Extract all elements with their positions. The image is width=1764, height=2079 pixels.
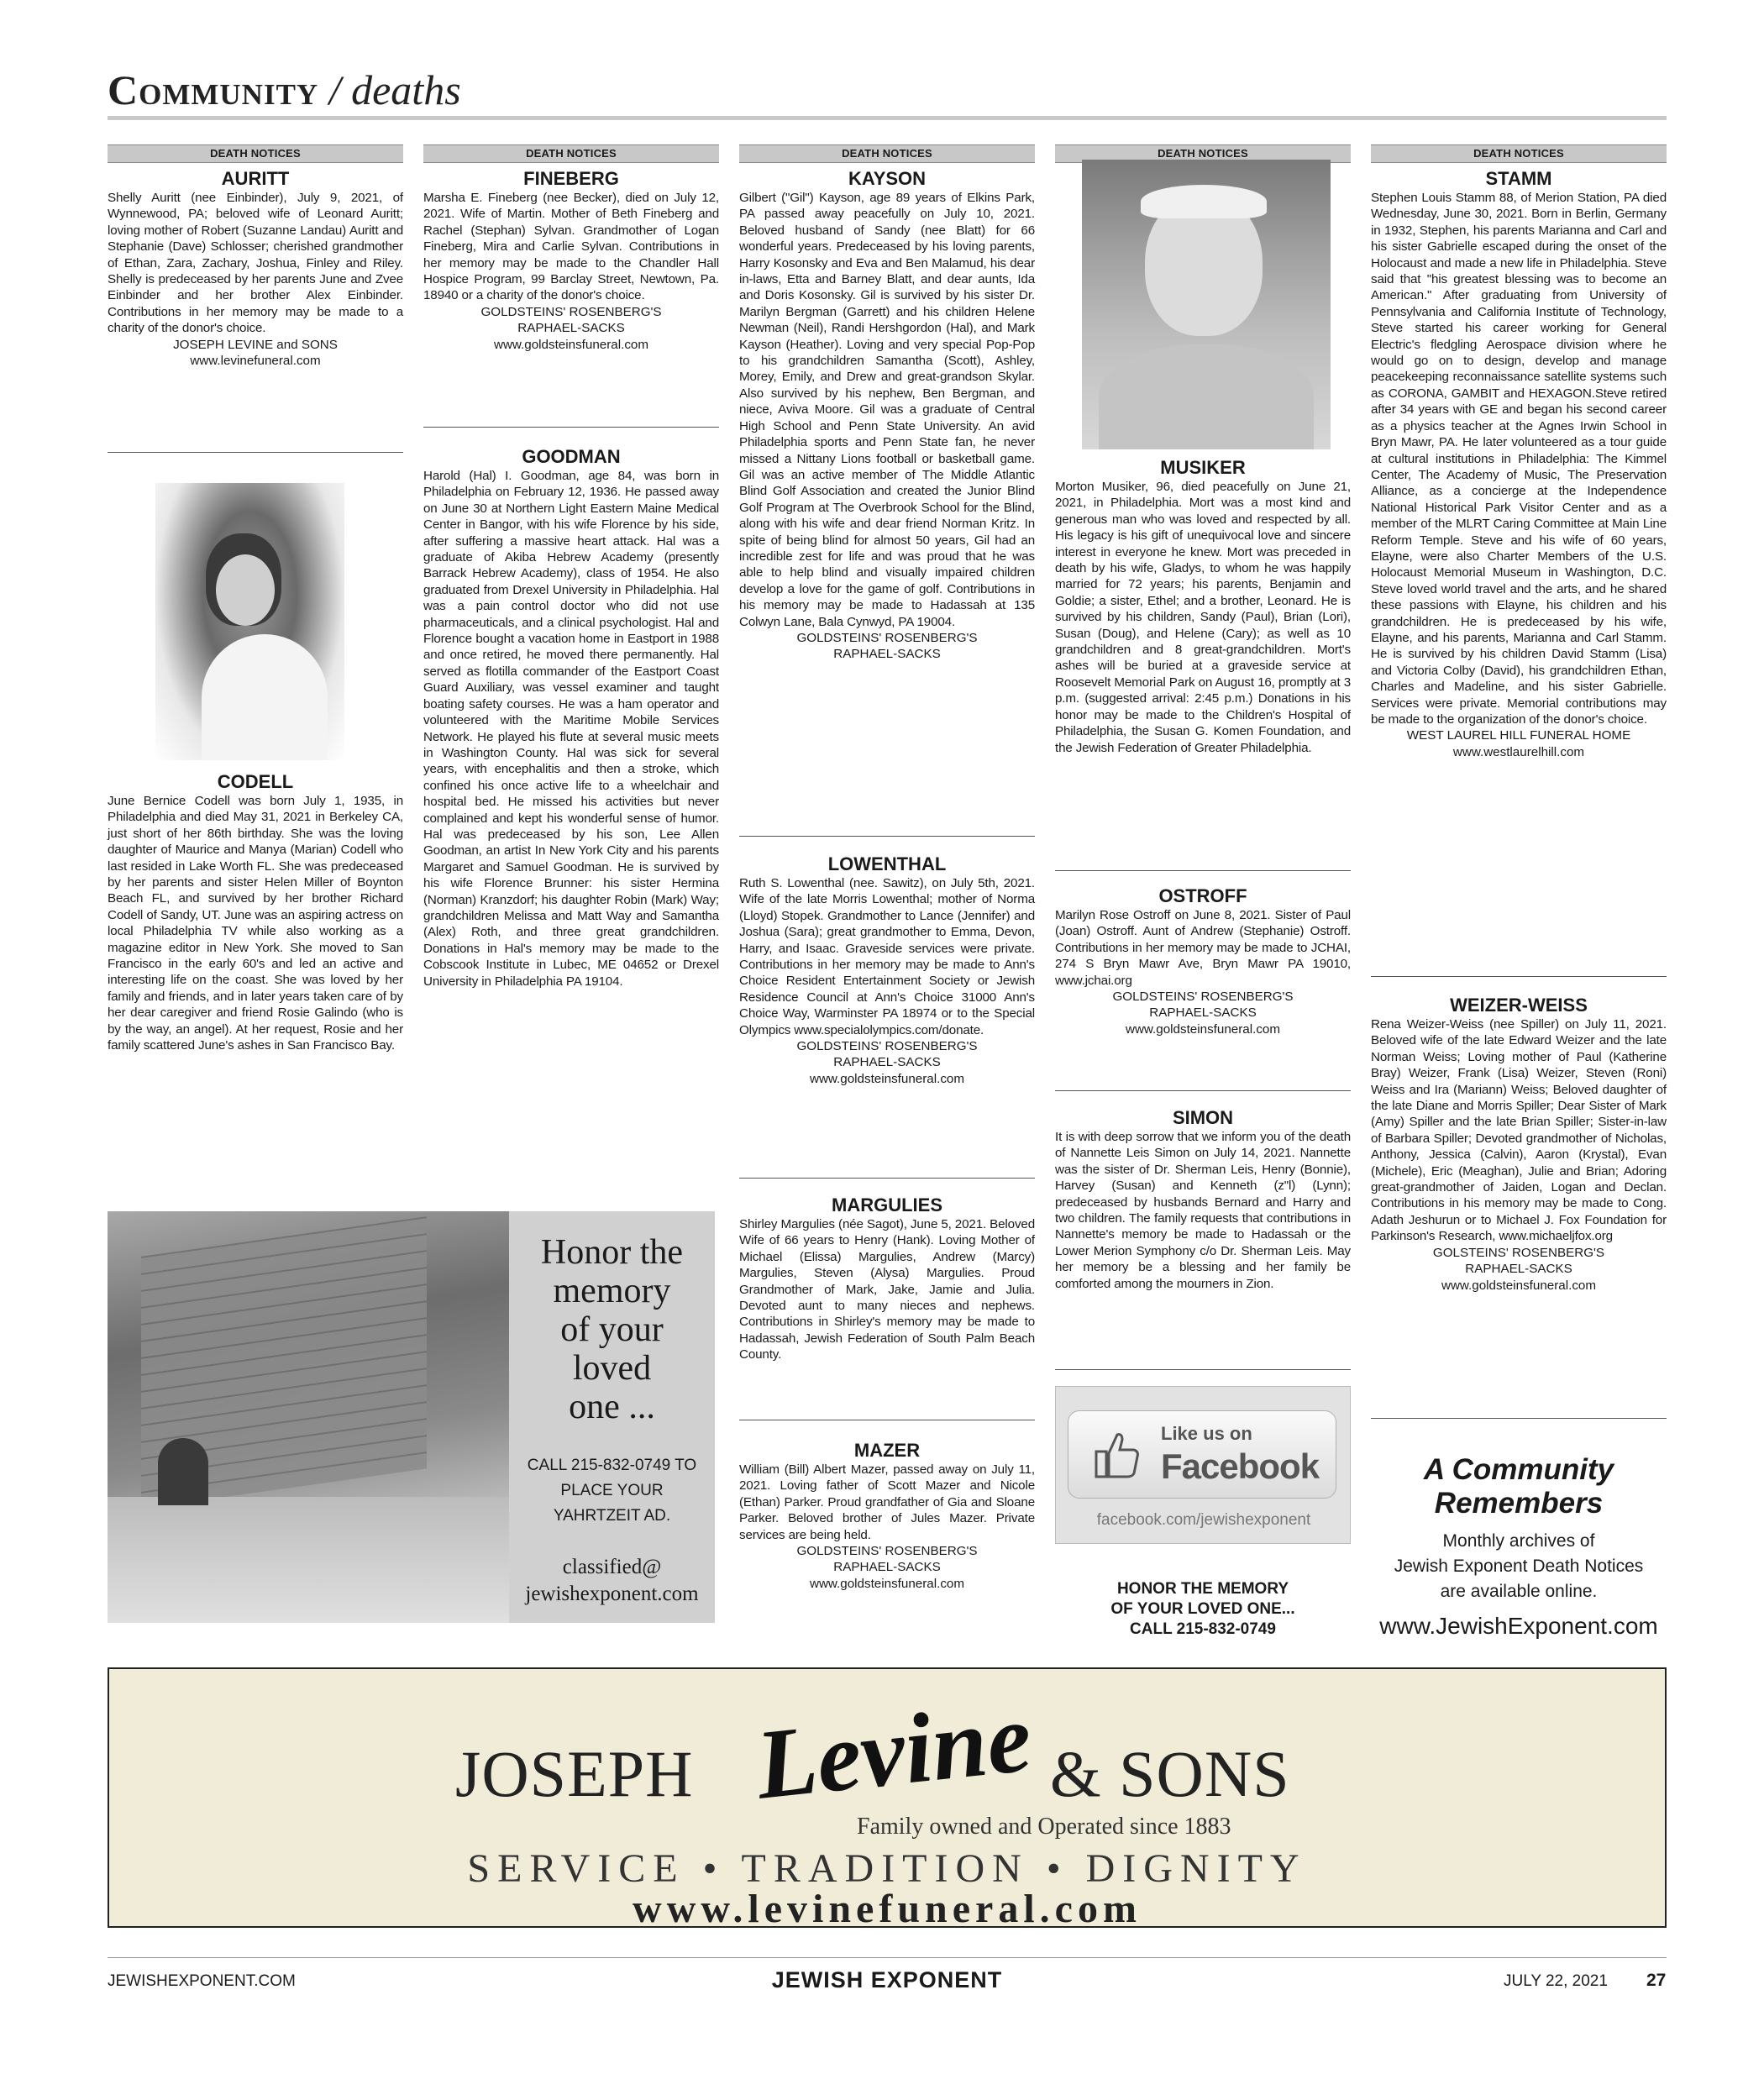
funeral-home-url[interactable]: www.westlaurelhill.com (1452, 744, 1585, 759)
funeral-home-url[interactable]: www.goldsteinsfuneral.com (1125, 1021, 1281, 1037)
hair-shape (1141, 185, 1267, 218)
column-header: DEATH NOTICES (1371, 144, 1667, 163)
column-header: DEATH NOTICES (1055, 144, 1351, 163)
promo-url[interactable]: www.JewishExponent.com (1379, 1613, 1658, 1639)
notice-title-margulies: MARGULIES (832, 1194, 942, 1215)
funeral-home-url[interactable]: www.goldsteinsfuneral.com (493, 337, 649, 352)
notice-title-simon: SIMON (1172, 1107, 1234, 1128)
facebook-ad[interactable] (1055, 1386, 1351, 1544)
top-rule (108, 116, 1667, 120)
column-header: DEATH NOTICES (423, 144, 719, 163)
footer-rule (108, 1957, 1667, 1958)
notice-body-kayson: Gilbert ("Gil") Kayson, age 89 years of Elkins Park, PA passed away peacefully on July 10, 2021. Beloved husband of Sandy (nee Blatt) for 66 wonderful years. Predeceased by his loving parents, Harry Kosonsky and Eva and Ben Malamud, his dear in-laws, Etta and Barney Blatt, and dear aunts, Ida and Doris Kosonsky. Gil is survived by his sister Dr. Marilyn Bergman (Garrett) and his children Helene Newman (Neil), Randi Hershgordon (Hal), and Mark Kayson (Heather). Loving and very special Pop-Pop to his grandchildren Samantha (Scott), Ashley, Morey, Emily, and Drew and great-grandson Skylar. Also survived by his nephew, Ben Bergman, and niece, Aviva Moore. Gil was a graduate of Central High School and Penn State University. An avid Philadelphia sports and Penn State fan, he never missed a Nittany Lions football or basketball game. Gil was an active member of The Middle Atlantic Blind Golf Association and created the Junior Blind Golf Program at The Overbrook School for the Blind, along with his wife and dear friend Norman Kritz. In spite of being blind for almost 50 years, Gil had an incredible zest for life and was proud that he was able to help blind and visually impaired children develop a love for the game of golf. Contributions in his memory may be made to Hadassah at 135 Colwyn Lane, Bala Cynwyd, PA 19004. (739, 191, 1035, 629)
honor-headline: of your (560, 1310, 664, 1349)
honor-call-text: CALL 215-832-0749 TO PLACE YOUR YAHRTZEIT AD. (527, 1457, 697, 1525)
promo-text: Monthly archives of (1442, 1531, 1595, 1551)
notice-body-weizer-weiss: Rena Weizer-Weiss (nee Spiller) on July 11, 2021. Beloved wife of the late Edward Weizer and the late Norman Weiss; Loving mother of Paul (Katherine Bray) Weizer, Frank (Lisa) Weizer, Steven (Roni) Weiss and Ira (Mariann) Weiss; Beloved daughter of the late Diane and Morris Spiller; Dear Sister of Mark (Amy) Spiller and the late Brian Spiller; Sister-in-law of Barbara Spiller; Devoted grandmother of Nicholas, Anthony, Jessica (Calvin), Aaron (Krystal), Evan (Michele), Eric (Meaghan), Julie and Brian; Adoring great-grandmother of Jaiden, Logan and Declan. Contributions in his memory may be made to Cong. Adath Jeshurun or to Michael J. Fox Foundation for Parkinson's Research, www.michaeljfox.org (1371, 1017, 1667, 1244)
ostroff-notice (1055, 880, 1351, 1037)
sweater-shape (202, 634, 328, 760)
ad-tagline: Family owned and Operated since 1883 (857, 1814, 1231, 1840)
column-5 (1371, 144, 1667, 760)
column-3 (739, 144, 1035, 663)
notice-body-mazer: William (Bill) Albert Mazer, passed away on July 11, 2021. Loving father of Scott Mazer and Nicole (Ethan) Parker. Proud grandfather of Gia and Sloane Parker. Beloved brother of Jules Mazer. Private services are being held. (739, 1462, 1035, 1542)
section-name: Community (108, 66, 319, 113)
funeral-home: RAPHAEL-SACKS (1149, 1005, 1257, 1021)
community-remembers-promo (1371, 1453, 1667, 1643)
subsection-name: deaths (351, 66, 461, 113)
notice-body-codell: June Bernice Codell was born July 1, 1935, in Philadelphia and died May 31, 2021 in Berkeley CA, just short of her 86th birthday. She was the loving daughter of Maurice and Manya (Marian) Codell who last resided in Lake Worth FL. She was predeceased by her parents and sister Helen Miller of Boynton Beach FL, and survived by her brother Richard Codell of Sandy, UT. June was an aspiring actress on local Philadelphia TV while also working as a magazine editor in New York. She moved to San Francisco in the early 60's and led an active and interesting life on the coast. She was loved by her family and friends, and in later years taken care of by her dear caregiver and friend Rosie Galindo (who is by the way, an angel). At her request, Rosie and her family scattered June's ashes in San Francisco Bay. (108, 794, 403, 1053)
funeral-home: RAPHAEL-SACKS (833, 1055, 941, 1070)
funeral-home: RAPHAEL-SACKS (1465, 1262, 1572, 1277)
notice-title-mazer: MAZER (853, 1440, 921, 1461)
funeral-home: GOLDSTEINS' ROSENBERG'S (796, 630, 978, 645)
ad-url[interactable]: www.levinefuneral.com (633, 1887, 1142, 1931)
separator (739, 836, 1035, 837)
separator (1055, 870, 1351, 871)
notice-body-stamm: Stephen Louis Stamm 88, of Merion Station, PA died Wednesday, June 30, 2021. Born in Berlin, Germany in 1932, Stephen, his parents Marianna and Carl and his sister Gabrielle escaped during the onset of the Holocaust and made a new life in Philadelphia. Steve said that "his greatest blessing was to become an American." After graduating from University of Pennsylvania and California Institute of Technology, Steve started his career working for General Electric's fledgling Aerospace division where he would go on to design, develop and manage peacekeeping reconnaissance satellite systems such as CORONA, GAMBIT and HEXAGON.Steve retired after 34 years with GE and began his second career as a physics teacher at the Agnes Irwin School in Bryn Mawr, PA. He later volunteered as a tour guide at cultural institutions in Philadelphia: The Kimmel Center, The Academy of Music, The Preservation Alliance, as a concierge at the Independence National Historical Park Visitor Center and as a member of the MLRT Caring Committee at Main Line Reform Temple. Steve and his wife of 60 years, Elayne, were also Charter Members of the U.S. Holocaust Memorial Museum in Washington, D.C. Steve loved world travel and the arts, and he shared these passions with Elayne, his children and his grandchildren. He is predeceased by his wife, Elayne, and his parents, Marianna and Carl Stamm. He is survived by his children David Stamm (Lisa) and Victoria Colby (David), his grandchildren Ethan, Charles and Madeline, and his sister Gabrielle. Services were private. Memorial contributions may be made to the organization of the donor's choice. (1371, 191, 1667, 727)
honor-line: HONOR THE MEMORY (1116, 1580, 1289, 1598)
lowenthal-notice (739, 848, 1035, 1087)
honor-headline: memory (553, 1272, 671, 1310)
notice-body-simon: It is with deep sorrow that we inform you of the death of Nannette Leis Simon on July 14, 2021. Nannette was the sister of Dr. Sherman Leis, Henry (Bonnie), Harvey (Susan) and Kenneth (z"l) (Lynn); predeceased by husbands Bernard and Harry and two children. The family requests that contributions in Nannette's memory be made to Hadassah or the Lower Merion Symphony c/o Dr. Sherman Leis. May her memory be a blessing and her family be comforted among the mourners in Zion. (1055, 1130, 1351, 1291)
honor-email[interactable]: classified@ (562, 1556, 662, 1578)
musiker-notice (1055, 452, 1351, 756)
notice-title-weizer-weiss: WEIZER-WEISS (1450, 995, 1588, 1016)
margulies-notice (739, 1189, 1035, 1363)
notice-title-stamm: STAMM (1485, 168, 1552, 189)
notice-title-auritt: AURITT (221, 168, 290, 189)
funeral-home: WEST LAUREL HILL FUNERAL HOME (1406, 728, 1631, 743)
column-2 (423, 144, 719, 353)
yahrtzeit-ad (509, 1211, 715, 1623)
facebook-like-button[interactable] (1068, 1410, 1336, 1499)
western-wall-photo (108, 1211, 509, 1623)
notice-body-auritt: Shelly Auritt (nee Einbinder), July 9, 2021, of Wynnewood, PA; beloved wife of Leonard Auritt; loving mother of Robert (Suzanne Landau) Auritt and Stephanie (Dave) Schlosser; cherished grandmother of Ethan, Zara, Zachary, Joshua, Finley and Riley. Shelly is predeceased by her parents June and Zvee Einbinder and her brother Alex Einbinder. Contributions in her memory may be made to a charity of the donor's choice. (108, 191, 403, 336)
plaza-shape (108, 1497, 509, 1623)
footer-paper-name: JEWISH EXPONENT (771, 1967, 1003, 1992)
funeral-home: RAPHAEL-SACKS (833, 1560, 941, 1575)
honor-phone: CALL 215-832-0749 (1130, 1620, 1276, 1638)
notice-title-fineberg: FINEBERG (523, 168, 619, 189)
footer-site[interactable]: JEWISHEXPONENT.COM (108, 1972, 296, 1990)
arch-shape (158, 1438, 208, 1505)
separator (1055, 1090, 1351, 1091)
page-number: 27 (1646, 1971, 1667, 1990)
honor-line: OF YOUR LOVED ONE... (1110, 1600, 1295, 1618)
codell-notice (108, 766, 403, 1054)
notice-body-goodman: Harold (Hal) I. Goodman, age 84, was born in Philadelphia on February 12, 1936. He passed away on June 30 at Northern Light Eastern Maine Medical Center in Bangor, with his wife Florence by his side, after suffering a massive heart attack. Hal was a graduate of Akiba Hebrew Academy (presently Barrack Hebrew Academy), class of 1954. He also graduated from Drexel University in Philadelphia. Hal was a pain control doctor who did not use pharmaceuticals, and a clinical psychologist. Hal and Florence bought a vacation home in Eastport in 1988 and once retired, he moved there permanently. Hal served as flotilla commander of the Eastport Coast Guard Auxiliary, was vessel examiner and taught boating safety courses. He was a ham operator and volunteered with the Maritime Mobile Services Network. He played his flute at several music meets in Washington County. Hal was sick for several years, with encephalitis and then a stroke, which confined his once active life to a wheelchair and hospital bed. He missed his activities but never complained and kept his wonderful sense of humor. Hal was predeceased by his son, Lee Allen Goodman, an artist In New York City and his parents Margaret and Samuel Goodman. He is survived by his wife Florence Brunner: his sister Hermina (Norman) Kranzdorf; his daughter Robin (Mark) Way; grandchildren Melissa and Matt Way and Samantha (Alex) Roth, and three great grandchildren. Donations in Hal's memory may be made to the Cobscook Institute in Lubec, ME 04652 or Drexel University in Philadelphia PA 19104. (423, 469, 719, 989)
separator (423, 427, 719, 428)
ad-joseph: JOSEPH (455, 1737, 694, 1810)
page-title (108, 66, 461, 114)
facebook-url[interactable]: facebook.com/jewishexponent (1096, 1511, 1311, 1529)
footer-date: JULY 22, 2021 (1504, 1972, 1608, 1990)
funeral-home-url[interactable]: www.levinefuneral.com (190, 354, 321, 369)
separator (739, 1178, 1035, 1179)
thumbs-up-icon (1094, 1430, 1141, 1480)
funeral-home-url[interactable]: www.goldsteinsfuneral.com (809, 1576, 965, 1591)
honor-memory-notice (1055, 1579, 1351, 1640)
shirt-shape (1099, 344, 1314, 449)
funeral-home-url[interactable]: www.goldsteinsfuneral.com (809, 1071, 965, 1086)
notice-title-musiker: MUSIKER (1160, 457, 1246, 478)
funeral-home: GOLDSTEINS' ROSENBERG'S (796, 1039, 978, 1054)
notice-title-lowenthal: LOWENTHAL (827, 853, 947, 874)
weizer-weiss-notice (1371, 990, 1667, 1294)
funeral-home: GOLDSTEINS' ROSENBERG'S (796, 1544, 978, 1559)
notice-body-fineberg: Marsha E. Fineberg (nee Becker), died on July 12, 2021. Wife of Martin. Mother of Beth Fineberg and Rachel (Stephan) Sylvan. Grandmother of Logan Fineberg, Mira and Carlie Sylvan. Contributions in her memory may be made to the Chandler Hall Hospice Program, 99 Barclay Street, Newtown, Pa. 18940 or a charity of the donor's choice. (423, 191, 719, 303)
notice-title-ostroff: OSTROFF (1158, 885, 1247, 906)
separator (1371, 1418, 1667, 1419)
promo-text: are available online. (1440, 1582, 1598, 1601)
separator (1055, 1369, 1351, 1370)
goodman-notice (423, 441, 719, 990)
notice-body-ostroff: Marilyn Rose Ostroff on June 8, 2021. Sister of Paul (Joan) Ostroff. Aunt of Andrew (Stephanie) Ostroff. Contributions in her memory may be made to JCHAI, 274 S Bryn Mawr Ave, Bryn Mawr PA 19010, www.jchai.org (1055, 908, 1351, 988)
facebook-brand: Facebook (1161, 1446, 1320, 1486)
levine-funeral-ad[interactable] (108, 1667, 1667, 1931)
separator (108, 452, 403, 453)
column-header: DEATH NOTICES (739, 144, 1035, 163)
honor-email[interactable]: jewishexponent.com (525, 1583, 699, 1605)
promo-title: Remembers (1434, 1487, 1604, 1520)
notice-body-lowenthal: Ruth S. Lowenthal (nee. Sawitz), on July 5th, 2021. Wife of the late Morris Lowenthal; mother of Norma (Lloyd) Stopek. Grandmother to Lance (Jennifer) and Joshua (Sara); great grandmother to Emma, Devon, Harry, and Isaac. Graveside services were private. Contributions in her memory may be made to Ann's Choice Resident Entertainment Society or Jewish Residence Council at Ann's Choice 31000 Ann's Choice Way, Warminster PA 18974 or to the Special Olympics www.specialolympics.com/donate. (739, 876, 1035, 1037)
musiker-portrait-photo (1082, 160, 1331, 449)
honor-headline: Honor the (540, 1233, 684, 1272)
funeral-home: RAPHAEL-SACKS (517, 321, 625, 336)
column-1 (108, 144, 403, 369)
notice-title-kayson: KAYSON (848, 168, 927, 189)
promo-title: A Community (1423, 1453, 1614, 1486)
separator (1371, 976, 1667, 977)
simon-notice (1055, 1102, 1351, 1292)
face-shape (216, 554, 275, 626)
funeral-home: GOLSTEINS' ROSENBERG'S (1432, 1245, 1605, 1260)
honor-headline: loved (572, 1349, 652, 1388)
notice-title-goodman: GOODMAN (522, 446, 621, 467)
column-header: DEATH NOTICES (108, 144, 403, 163)
funeral-home: GOLDSTEINS' ROSENBERG'S (1112, 990, 1294, 1005)
funeral-home: GOLDSTEINS' ROSENBERG'S (480, 304, 662, 319)
facebook-like-text: Like us on (1161, 1423, 1252, 1444)
mazer-notice (739, 1435, 1035, 1592)
honor-headline: one ... (569, 1388, 655, 1426)
funeral-home: RAPHAEL-SACKS (833, 647, 941, 662)
notice-body-margulies: Shirley Margulies (née Sagot), June 5, 2021. Beloved Wife of 66 years to Henry (Hank). Loving Mother of Michael (Elissa) Margulies, Andrew (Marcy) Margulies, Steven (Alysa) Margulies. Proud Grandmother of Mark, Jake, Jamie and Julia. Devoted aunt to many nieces and nephews. Contributions in Shirley's memory may be made to Hadassah, Jewish Federation of South Palm Beach County. (739, 1217, 1035, 1362)
ad-motto: SERVICE • TRADITION • DIGNITY (467, 1846, 1307, 1891)
ad-sons: & SONS (1050, 1737, 1290, 1810)
promo-text: Jewish Exponent Death Notices (1394, 1557, 1644, 1576)
codell-portrait-photo (155, 483, 344, 760)
notice-title-codell: CODELL (217, 771, 294, 792)
funeral-home: JOSEPH LEVINE and SONS (173, 337, 338, 352)
notice-body-musiker: Morton Musiker, 96, died peacefully on June 21, 2021, in Philadelphia. Mort was a most kind and generous man who was loved and respected by all. His legacy is his gift of unequivocal love and sincere interest in everyone he knew. Mort was preceded in death by his wife, Gladys, to whom he was happily married for 72 years; his parents, Benjamin and Goldie; a sister, Ethel; and a brother, Leonard. He is survived by his children, Sandy (Paul), Brian (Lori), Susan (Doug), and Helene (Cary); as well as 10 grandchildren and 8 great-grandchildren. Mort's ashes will be buried at a graveside service at Roosevelt Memorial Park on August 16, promptly at 3 p.m. (suggested arrival: 2:45 p.m.) Donations in his honor may be made to the Children's Hospital of Philadelphia, the Susan G. Komen Foundation, and the Jewish Federation of Greater Philadelphia. (1055, 480, 1351, 755)
title-slash: / (318, 66, 352, 113)
funeral-home-url[interactable]: www.goldsteinsfuneral.com (1441, 1278, 1597, 1293)
ad-levine-script: Levine (750, 1682, 1037, 1820)
